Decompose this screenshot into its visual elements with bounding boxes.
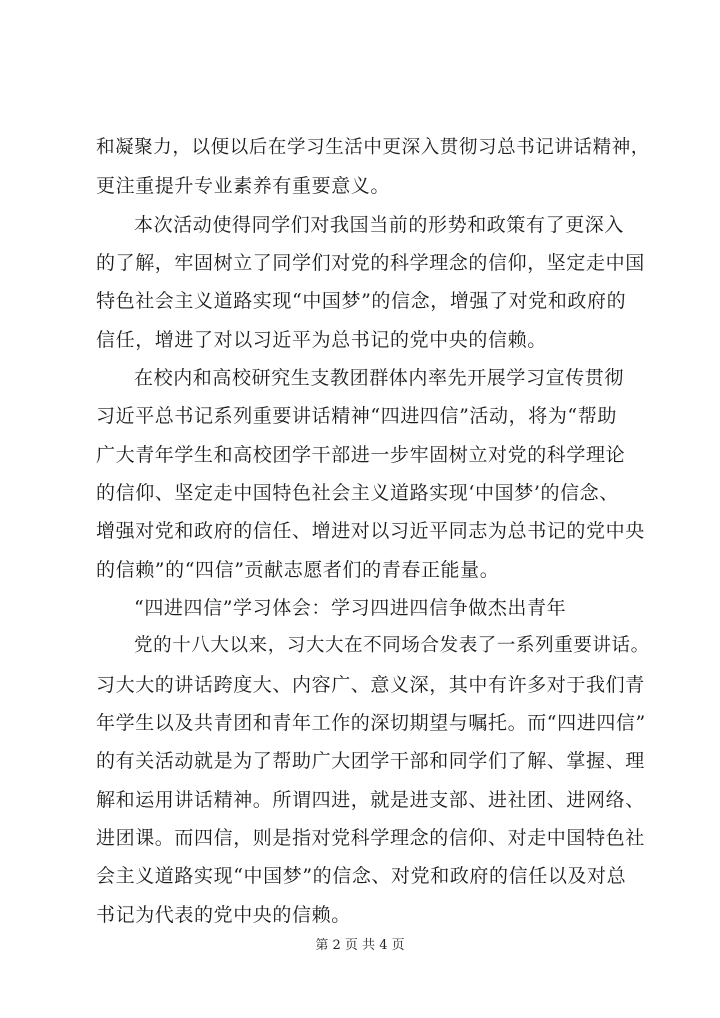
paragraph-line: 的信仰、坚定走中国特色社会主义道路实现‘中国梦’的信念、 (96, 482, 619, 504)
paragraph-line: 进团课。而四信，则是指对党科学理念的信仰、对走中国特色社 (96, 827, 645, 849)
paragraph-line: 习大大的讲话跨度大、内容广、意义深，其中有许多对于我们青 (96, 674, 645, 696)
paragraph-line: 增强对党和政府的信任、增进对以习近平同志为总书记的党中央 (96, 520, 645, 542)
paragraph-line: 更注重提升专业素养有重要意义。 (96, 175, 391, 197)
paragraph-line: 党的十八大以来，习大大在不同场合发表了一系列重要讲话。 (134, 635, 650, 656)
paragraph-line: 信任，增进了对以习近平为总书记的党中央的信赖。 (96, 329, 547, 351)
page-number-footer: 第 2 页 共 4 页 (315, 938, 405, 953)
section-title: “四进四信”学习体会：学习四进四信争做杰出青年 (134, 597, 567, 619)
paragraph-line: 书记为代表的党中央的信赖。 (96, 904, 351, 926)
paragraph-line: 和凝聚力，以便以后在学习生活中更深入贯彻习总书记讲话精神， (96, 137, 650, 158)
paragraph-line: 的了解，牢固树立了同学们对党的科学理念的信仰，坚定走中国 (96, 252, 645, 274)
paragraph-line: 会主义道路实现“中国梦”的信念、对党和政府的信任以及对总 (96, 865, 627, 887)
paragraph-line: 在校内和高校研究生支教团群体内率先开展学习宣传贯彻 (134, 367, 625, 389)
paragraph-line: 特色社会主义道路实现“中国梦”的信念，增强了对党和政府的 (96, 290, 627, 312)
paragraph-line: 本次活动使得同学们对我国当前的形势和政策有了更深入 (134, 214, 625, 236)
paragraph-line: 年学生以及共青团和青年工作的深切期望与嘱托。而“四进四信” (96, 712, 646, 734)
paragraph-line: 广大青年学生和高校团学干部进一步牢固树立对党的科学理论 (96, 444, 626, 466)
paragraph-line: 习近平总书记系列重要讲话精神“四进四信”活动，将为“帮助 (96, 405, 617, 427)
paragraph-line: 的信赖”的“四信”贡献志愿者们的青春正能量。 (96, 559, 500, 581)
paragraph-line: 解和运用讲话精神。所谓四进，就是进支部、进社团、进网络、 (96, 789, 645, 811)
paragraph-line: 的有关活动就是为了帮助广大团学干部和同学们了解、掌握、理 (96, 750, 645, 772)
